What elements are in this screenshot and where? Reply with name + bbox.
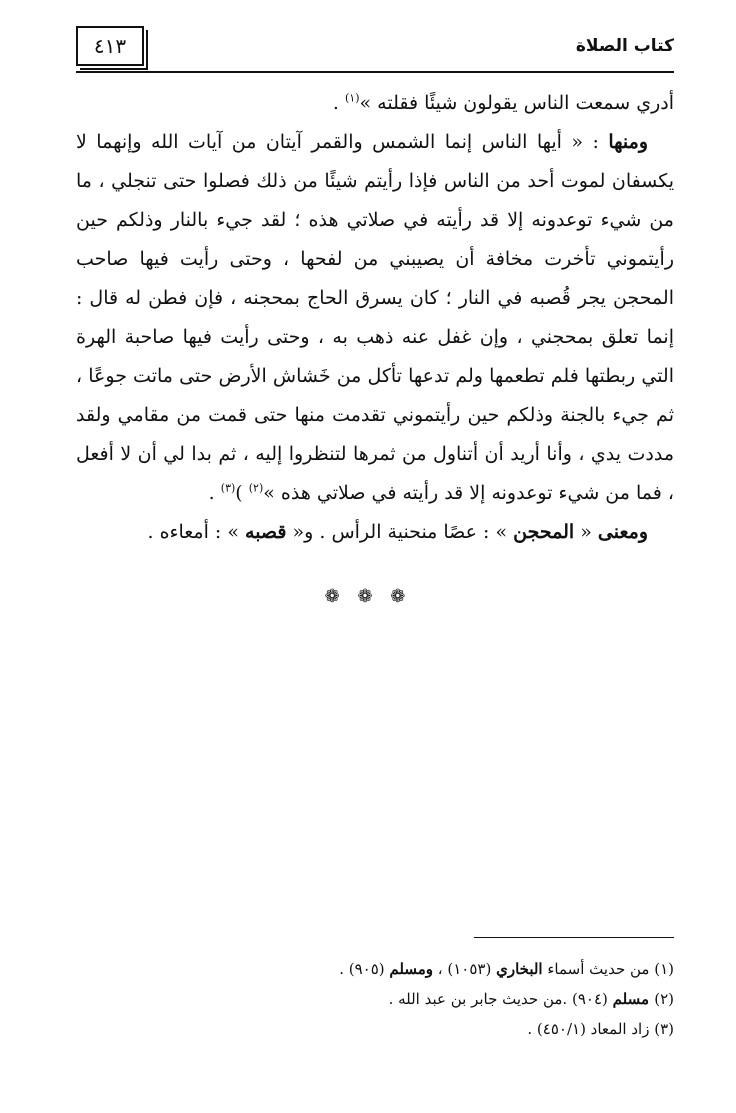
header-rule xyxy=(76,71,674,73)
paragraph-3-quote-open: « xyxy=(574,521,598,543)
paragraph-1-end: . xyxy=(332,92,345,114)
footnote-2-number: (٢) xyxy=(654,990,674,1008)
footnote-1-number: (١) xyxy=(654,960,674,978)
footnote-1-source-muslim: ومسلم xyxy=(389,960,433,978)
footnote-1-text-e: (٩٠٥) . xyxy=(339,960,390,978)
page-number: ٤١٣ xyxy=(76,26,144,66)
footnote-2 xyxy=(76,984,674,1014)
paragraph-2-end: . xyxy=(208,482,221,504)
footnotes xyxy=(76,954,674,1044)
footnote-2-source-muslim: مسلم xyxy=(612,990,655,1008)
paragraph-3-lead: ومعنى xyxy=(597,521,648,543)
paragraph-3 xyxy=(76,513,674,552)
footnote-1-text-c: (١٠٥٣) ، xyxy=(433,960,497,978)
paragraph-3-definition-1: » : عصًا منحنية الرأس . و« xyxy=(286,521,514,543)
term-mihjan: المحجن xyxy=(513,521,575,543)
footnote-rule xyxy=(474,937,674,938)
footnote-ref-1: (١) xyxy=(344,91,360,105)
paragraph-1-text: أدري سمعت الناس يقولون شيئًا فقلته » xyxy=(359,92,674,114)
paragraph-2-mid: ) xyxy=(235,482,249,504)
paragraph-2 xyxy=(76,123,674,513)
footnote-2-text: (٩٠٤) .من حديث جابر بن عبد الله . xyxy=(388,990,613,1008)
footnote-ref-2: (٢) xyxy=(248,481,264,495)
paragraph-1 xyxy=(76,84,674,123)
section-ornament: ❁ ❁ ❁ xyxy=(324,586,412,607)
paragraph-2-lead: ومنها xyxy=(608,131,648,153)
footnote-3-text: زاد المعاد (٤٥٠/١) . xyxy=(527,1020,655,1038)
running-title: كتاب الصلاة xyxy=(575,36,674,56)
main-text xyxy=(76,84,674,552)
footnote-ref-3: (٣) xyxy=(220,481,236,495)
footnote-1-text-a: من حديث أسماء xyxy=(542,960,655,978)
term-qusb: قصبه xyxy=(245,521,287,543)
footnote-3-number: (٣) xyxy=(654,1020,674,1038)
footnote-1 xyxy=(76,954,674,984)
footnote-3 xyxy=(76,1014,674,1044)
paragraph-2-text: : « أيها الناس إنما الشمس والقمر آيتان من آيات الله وإنهما لا يكسفان لموت أحد من الناس فإذا رأيتم شيئًا من ذلك فصلوا حتى تنجلي ، ما من شيء توعدونه إلا قد رأيته في صلاتي هذه ؛ لقد جيء بالنار وذلكم حين رأيتموني تأخرت مخافة أن يصيبني من لفحها ، وحتى رأيت فيها صاحب المحجن يجر قُصبه في النار ؛ كان يسرق الحاج بمحجنه ، فإن فطن له قال : إنما تعلق بمحجني ، وإن غفل عنه ذهب به ، وحتى رأيت فيها صاحبة الهرة التي ربطتها فلم تطعمها ولم تدعها تأكل من خَشاش الأرض حتى ماتت جوعًا ، ثم جيء بالجنة وذلكم حين رأيتموني تقدمت منها حتى قمت من مقامي ولقد مددت يدي ، وأنا أريد أن أتناول من ثمرها لتنظروا إليه ، ثم بدا لي أن لا أفعل ، فما من شيء توعدونه إلا قد رأيته في صلاتي هذه » xyxy=(76,131,674,504)
page-header xyxy=(76,26,674,72)
footnote-1-source-bukhari: البخاري xyxy=(496,960,543,978)
paragraph-3-definition-2: » : أمعاءه . xyxy=(147,521,246,543)
